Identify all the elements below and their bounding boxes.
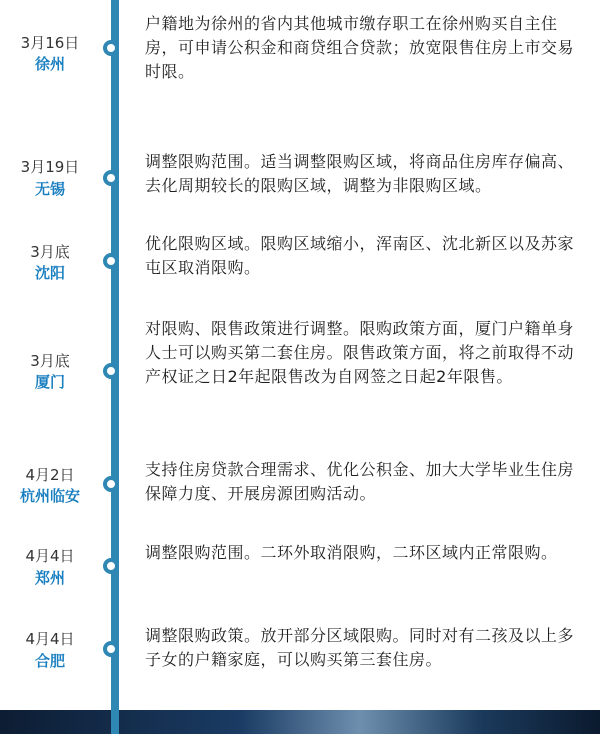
entry-city: 无锡 (34, 180, 65, 198)
entry-date: 3月16日 (20, 34, 80, 52)
entry-city: 徐州 (34, 55, 65, 73)
entry-date: 4月2日 (25, 466, 75, 484)
entry-description: 优化限购区域。限购区域缩小，浑南区、沈北新区以及苏家屯区取消限购。 (145, 234, 575, 277)
timeline-line (111, 0, 119, 710)
entry-description: 户籍地为徐州的省内其他城市缴存职工在徐州购买自主住房，可申请公积金和商贷组合贷款；放宽限售住房上市交易时限。 (145, 14, 575, 81)
entry-city: 厦门 (34, 373, 65, 391)
timeline-line-end (111, 710, 119, 734)
entry-date: 3月19日 (20, 158, 80, 176)
entry-city: 沈阳 (34, 264, 65, 282)
timeline-dot (103, 253, 119, 269)
entry-city: 杭州临安 (19, 487, 80, 505)
timeline-dot (103, 476, 119, 492)
entry-description: 调整限购范围。二环外取消限购，二环区域内正常限购。 (145, 543, 558, 562)
entry-description: 支持住房贷款合理需求、优化公积金、加大大学毕业生住房保障力度、开展房源团购活动。 (145, 460, 575, 503)
entry-description: 对限购、限售政策进行调整。限购政策方面，厦门户籍单身人士可以购买第二套住房。限售政策方面，将之前取得不动产权证之日2年起限售改为自网签之日起2年限售。 (145, 319, 575, 386)
timeline-dot (103, 170, 119, 186)
entry-description: 调整限购范围。适当调整限购区域，将商品住房库存偏高、去化周期较长的限购区域，调整为非限购区域。 (145, 152, 575, 195)
timeline-dot (103, 641, 119, 657)
entry-date: 4月4日 (25, 630, 75, 648)
entry-date: 3月底 (30, 243, 70, 261)
timeline-dot (103, 363, 119, 379)
entry-city: 合肥 (34, 652, 65, 670)
entry-date: 4月4日 (25, 547, 75, 565)
entry-date: 3月底 (30, 352, 70, 370)
timeline-dot (103, 40, 119, 56)
entry-description: 调整限购政策。放开部分区域限购。同时对有二孩及以上多子女的户籍家庭，可以购买第三套住房。 (145, 626, 575, 669)
bottom-decorative-band (0, 710, 600, 734)
entry-city: 郑州 (34, 569, 65, 587)
timeline-dot (103, 558, 119, 574)
